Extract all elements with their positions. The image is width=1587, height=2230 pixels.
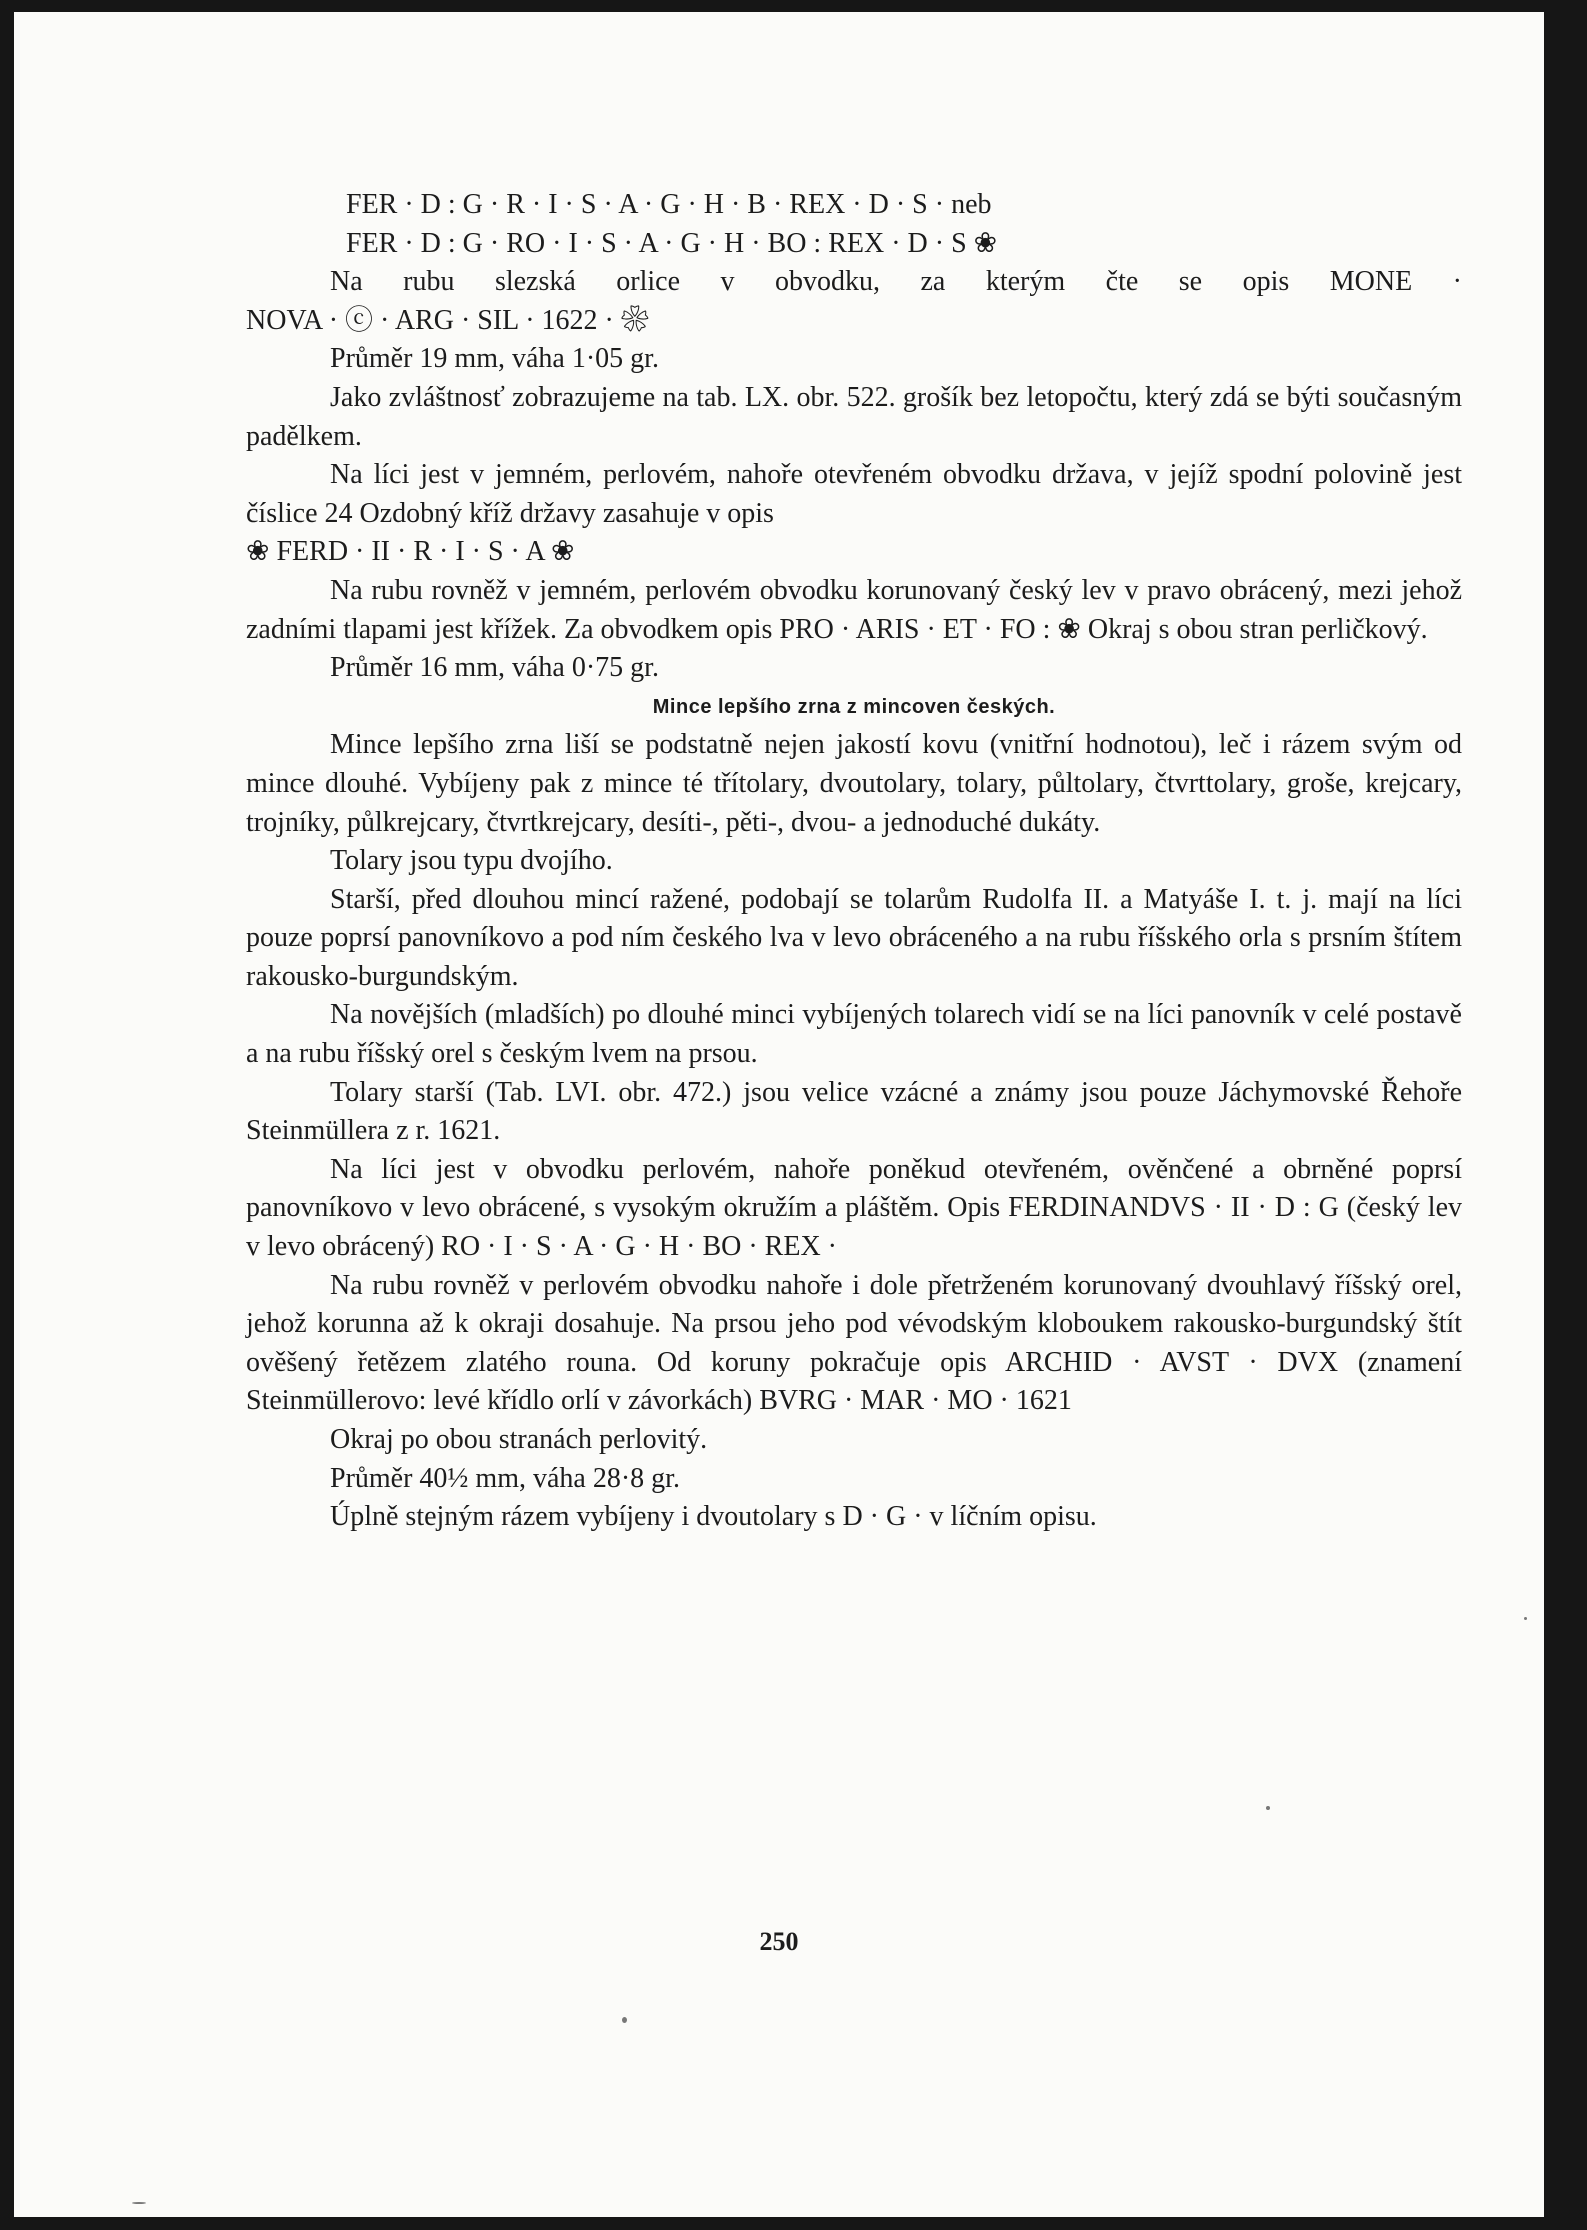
reverse-legend: NOVA · ⓒ · ARG · SIL · 1622 · ❀: [246, 304, 649, 336]
reverse-intro: Na rubu slezská orlice v obvodku, za kterým čte se opis MONE ·: [330, 266, 1462, 298]
paragraph-5: Tolary starší (Tab. LVI. obr. 472.) jsou velice vzácné a známy jsou pouze Jáchymovské Řehoře Steinmüllera z r. 1621.: [246, 1076, 1462, 1147]
paragraph-3: Starší, před dlouhou mincí ražené, podobají se tolarům Rudolfa II. a Matyáše I. t. j. mají na líci pouze poprsí panovníkovo a pod ním českého lva v levo obráceného a na rubu říšského orla s prsním štítem rakousko-burgundským.: [246, 883, 1462, 992]
scanned-page: [14, 12, 1544, 2217]
paragraph-1: Mince lepšího zrna liší se podstatně nejen jakostí kovu (vnitřní hodnotou), leč i rázem svým od mince dlouhé. Vybíjeny pak z mince té třítolary, dvoutolary, tolary, půltolary, čtvrttolary, groše, krejcary, trojníky, půlkrejcary, čtvrtkrejcary, desíti-, pěti-, dvou- a jednoduché dukáty.: [246, 729, 1462, 838]
speck: [1524, 1617, 1527, 1620]
section-heading: Mince lepšího zrna z mincoven českých.: [652, 695, 1056, 718]
legend-line-1: FER · D : G · R · I · S · A · G · H · B · REX · D · S · neb: [346, 189, 992, 220]
paragraph-8: Okraj po obou stranách perlovitý.: [330, 1424, 708, 1455]
obverse-paragraph: Na líci jest v jemném, perlovém, nahoře otevřeném obvodku država, v jejíž spodní polovině jest číslice 24 Ozdobný kříž državy zasahuje v opis: [246, 459, 1462, 529]
paragraph-9: Průměr 40½ mm, váha 28·8 gr.: [330, 1462, 680, 1494]
paragraph-10: Úplně stejným rázem vybíjeny i dvoutolary s D · G · v líčním opisu.: [330, 1501, 1097, 1533]
paragraph-6: Na líci jest v obvodku perlovém, nahoře poněkud otevřeném, ověnčené a obrněné poprsí panovníkovo v levo obrácené, s vysokým okružím a pláštěm. Opis FERDINANDVS · II · D : G (český lev v levo obrácený) RO · I · S · A · G · H · BO · REX ·: [246, 1153, 1462, 1263]
paragraph-2: Tolary jsou typu dvojího.: [330, 845, 613, 877]
paragraph-7: Na rubu rovněž v perlovém obvodku nahoře i dole přetrženém korunovaný dvouhlavý říšský orel, jehož korunna až k okraji dosahuje. Na prsou jeho pod vévodským kloboukem rakousko-burgundský štít ověšený řetězem zlatého rouna. Od koruny pokračuje opis ARCHID · AVST · DVX (znamení Steinmüllerovo: levé křídlo orlí v závorkách) BVRG · MAR · MO · 1621: [246, 1269, 1462, 1417]
paragraph-4: Na novějších (mladších) po dlouhé minci vybíjených tolarech vidí se na líci panovník v celé postavě a na rubu říšský orel s českým lvem na prsou.: [246, 999, 1462, 1070]
speck: [1266, 1806, 1270, 1810]
legend-line-2: FER · D : G · RO · I · S · A · G · H · BO : REX · D · S ❀: [346, 227, 998, 259]
page-text: [246, 186, 1462, 1537]
page-number: 250: [759, 1927, 799, 1956]
reverse-paragraph: Na rubu rovněž v jemném, perlovém obvodku korunovaný český lev v pravo obrácený, mezi jehož zadními tlapami jest křížek. Za obvodkem opis PRO · ARIS · ET · FO : ❀ Okraj s obou stran perličkový.: [246, 574, 1462, 645]
note-paragraph: Jako zvláštnosť zobrazujeme na tab. LX. obr. 522. grošík bez letopočtu, který zdá se býti současným padělkem.: [246, 381, 1462, 452]
speck: [622, 2017, 627, 2023]
measure-2: Průměr 16 mm, váha 0·75 gr.: [330, 652, 659, 684]
speck: [132, 2202, 146, 2204]
obverse-legend: ❀ FERD · II · R · I · S · A ❀: [246, 536, 575, 568]
measure-1: Průměr 19 mm, váha 1·05 gr.: [330, 343, 659, 375]
